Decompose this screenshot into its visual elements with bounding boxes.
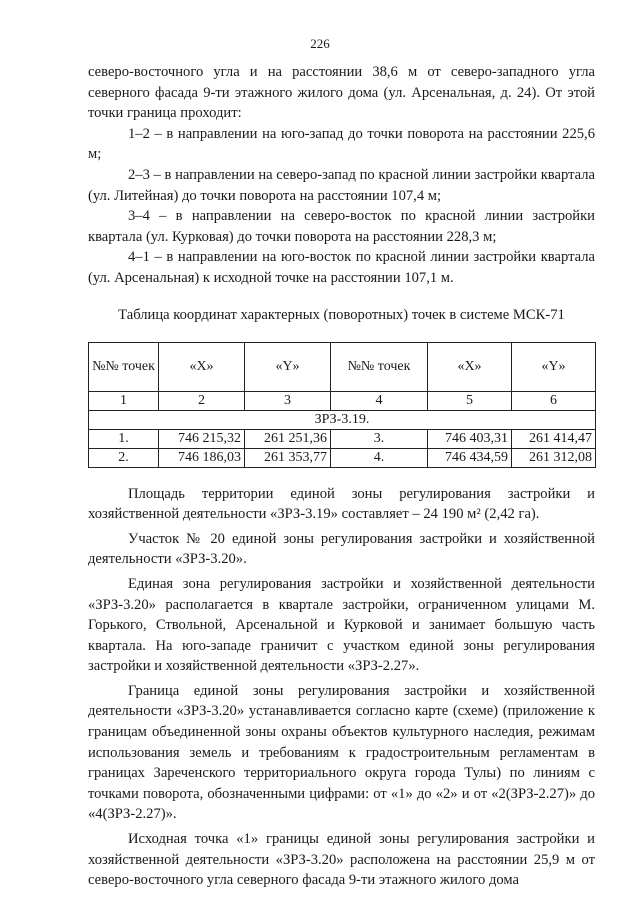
boundary-segment-1-2: 1–2 – в направлении на юго-запад до точки поворота на расстоянии 225,6 м; xyxy=(88,125,595,163)
table-header-cell: «X» xyxy=(428,342,512,391)
table-cell: 261 312,08 xyxy=(512,448,596,467)
table-row xyxy=(89,429,596,448)
table-cell: 261 414,47 xyxy=(512,429,596,448)
document-body xyxy=(88,62,595,891)
paragraph-continuation: северо-восточного угла и на расстоянии 38,6 м от северо-западного угла северного фасада 9-ти этажного жилого дома (ул. Арсенальная, д. 24). От этой точки граница проходит: xyxy=(88,64,595,122)
origin-point-paragraph: Исходная точка «1» границы единой зоны регулирования застройки и хозяйственной деятельности «ЗРЗ-3.20» расположена на расстоянии 25,9 м от северо-восточного угла северного фасада 9-ти этажного жилого дома xyxy=(88,831,595,889)
table-index-cell: 1 xyxy=(89,391,159,410)
table-header-cell: №№ точек xyxy=(89,342,159,391)
table-cell: 746 186,03 xyxy=(159,448,245,467)
table-cell: 746 403,31 xyxy=(428,429,512,448)
table-cell: 261 251,36 xyxy=(245,429,331,448)
zone-boundary-paragraph: Граница единой зоны регулирования застройки и хозяйственной деятельности «ЗРЗ-3.20» устанавливается согласно карте (схеме) (приложение к границам объединенной зоны охраны объектов культурного наследия, режимам использования земель и требованиям к градостроительным регламентам в границах Зареченского территориального округа города Тулы) по линиям с точками поворота, обозначенными цифрами: от «1» до «2» и от «2(ЗРЗ-2.27)» до «4(ЗРЗ-2.27)». xyxy=(88,682,595,823)
table-index-cell: 6 xyxy=(512,391,596,410)
table-index-cell: 5 xyxy=(428,391,512,410)
table-cell: 3. xyxy=(331,429,428,448)
table-header-cell: «Y» xyxy=(245,342,331,391)
table-cell: 746 434,59 xyxy=(428,448,512,467)
table-header-cell: «Y» xyxy=(512,342,596,391)
page-number: 226 xyxy=(310,36,330,51)
coordinates-table xyxy=(88,342,596,468)
table-cell: 261 353,77 xyxy=(245,448,331,467)
table-index-cell: 2 xyxy=(159,391,245,410)
boundary-segment-4-1: 4–1 – в направлении на юго-восток по красной линии застройки квартала (ул. Арсенальная) к исходной точке на расстоянии 107,1 м. xyxy=(88,249,595,286)
table-header-cell: «X» xyxy=(159,342,245,391)
boundary-segment-3-4: 3–4 – в направлении на северо-восток по красной линии застройки квартала (ул. Курковая) до точки поворота на расстоянии 228,3 м; xyxy=(88,208,595,245)
zone-area-paragraph: Площадь территории единой зоны регулирования застройки и хозяйственной деятельности «ЗРЗ-3.19» составляет – 24 190 м² (2,42 га). xyxy=(88,485,595,523)
table-zone-row xyxy=(89,410,596,429)
table-index-cell: 3 xyxy=(245,391,331,410)
table-header-cell: №№ точек xyxy=(331,342,428,391)
table-cell: 1. xyxy=(89,429,159,448)
table-index-row xyxy=(89,391,596,410)
table-cell: 4. xyxy=(331,448,428,467)
table-cell: 746 215,32 xyxy=(159,429,245,448)
boundary-segment-2-3: 2–3 – в направлении на северо-запад по красной линии застройки квартала (ул. Литейная) до точки поворота на расстоянии 107,4 м; xyxy=(88,166,595,204)
zone-label: ЗРЗ-3.19. xyxy=(89,410,596,429)
table-caption: Таблица координат характерных (поворотных) точек в системе МСК-71 xyxy=(118,306,565,323)
table-cell: 2. xyxy=(89,448,159,467)
table-index-cell: 4 xyxy=(331,391,428,410)
table-row xyxy=(89,448,596,467)
section-heading-paragraph: Участок № 20 единой зоны регулирования застройки и хозяйственной деятельности «ЗРЗ-3.20». xyxy=(88,530,595,568)
table-header-row xyxy=(89,342,596,391)
zone-location-paragraph: Единая зона регулирования застройки и хозяйственной деятельности «ЗРЗ-3.20» располагается в квартале застройки, ограниченном улицами М. Горького, Ствольной, Арсенальной и Курковой и занимает большую часть квартала. На юго-западе граничит с участком единой зоны регулирования застройки и хозяйственной деятельности «ЗРЗ-2.27». xyxy=(88,575,595,675)
